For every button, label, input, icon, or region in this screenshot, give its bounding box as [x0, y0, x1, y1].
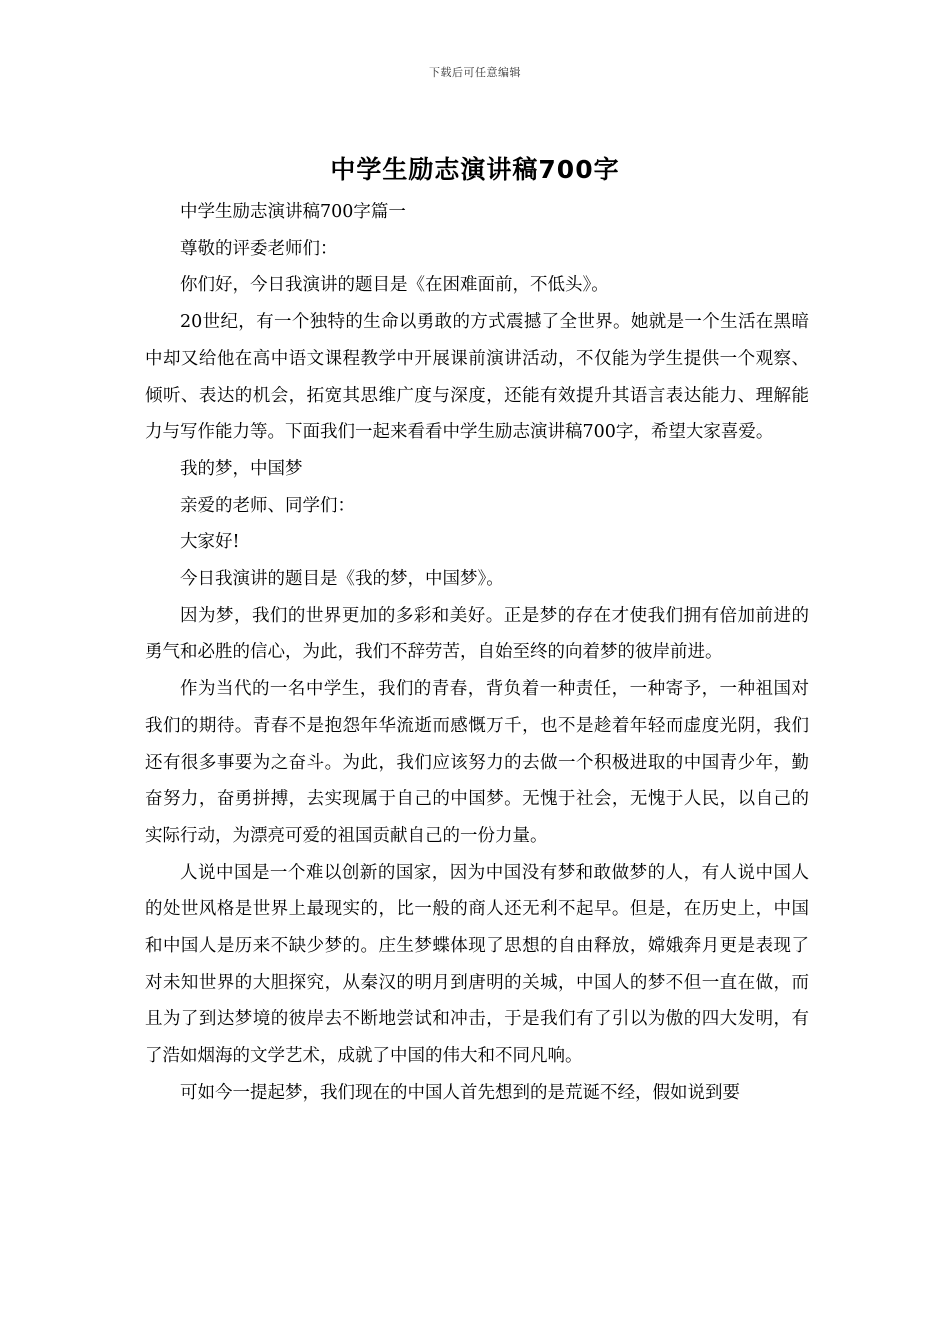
paragraph: 人说中国是一个难以创新的国家，因为中国没有梦和敢做梦的人，有人说中国人的处世风格是世界上最现实的，比一般的商人还无利不起早。但是，在历史上，中国和中国人是历来不缺少梦的。庄生梦蝶体现了思想的自由释放，嫦娥奔月更是表现了对未知世界的大胆探究，从秦汉的明月到唐明的关城，中国人的梦不但一直在做，而且为了到达梦境的彼岸去不断地尝试和冲击，于是我们有了引以为傲的四大发明，有了浩如烟海的文学艺术，成就了中国的伟大和不同凡响。 — [145, 862, 809, 1067]
paragraph: 你们好，今日我演讲的题目是《在困难面前，不低头》。 — [180, 275, 609, 296]
header-note: 下载后可任意编辑 — [429, 66, 521, 79]
paragraph: 亲爱的老师、同学们： — [180, 495, 355, 516]
paragraph: 作为当代的一名中学生，我们的青春，背负着一种责任，一种寄予，一种祖国对我们的期待。青春不是抱怨年华流逝而感慨万千，也不是趁着年轻而虚度光阴，我们还有很多事要为之奋斗。为此，我们应该努力的去做一个积极进取的中国青少年，勤奋努力，奋勇拼搏，去实现属于自己的中国梦。无愧于社会，无愧于人民，以自己的实际行动，为漂亮可爱的祖国贡献自己的一份力量。 — [145, 679, 809, 846]
paragraph: 20世纪，有一个独特的生命以勇敢的方式震撼了全世界。她就是一个生活在黑暗中却又给他在高中语文课程教学中开展课前演讲活动，不仅能为学生提供一个观察、倾听、表达的机会，拓宽其思维广度与深度，还能有效提升其语言表达能力、理解能力与写作能力等。下面我们一起来看看中学生励志演讲稿700字，希望大家喜爱。 — [145, 312, 809, 443]
document-body — [145, 194, 809, 1112]
paragraph: 可如今一提起梦，我们现在的中国人首先想到的是荒诞不经，假如说到要 — [180, 1082, 740, 1103]
paragraph: 我的梦，中国梦 — [180, 458, 303, 479]
paragraph: 大家好! — [180, 532, 240, 553]
document-title: 中学生励志演讲稿700字 — [330, 155, 620, 184]
paragraph: 中学生励志演讲稿700字篇一 — [180, 202, 406, 222]
paragraph: 因为梦，我们的世界更加的多彩和美好。正是梦的存在才使我们拥有倍加前进的勇气和必胜的信心，为此，我们不辞劳苦，自始至终的向着梦的彼岸前进。 — [145, 605, 809, 663]
paragraph: 尊敬的评委老师们： — [180, 238, 338, 259]
paragraph: 今日我演讲的题目是《我的梦，中国梦》。 — [180, 569, 504, 590]
